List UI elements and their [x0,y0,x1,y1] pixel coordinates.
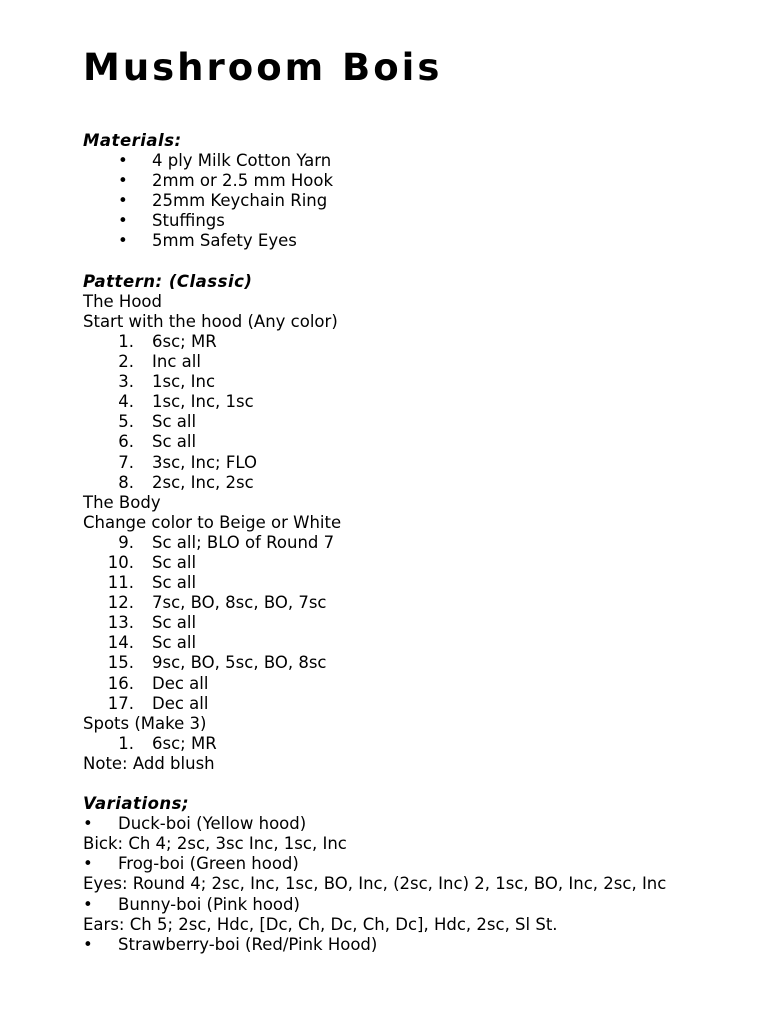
round-number: 15. [107,653,134,673]
document-body [83,131,723,955]
list-item [83,231,723,251]
bullet-icon: • [83,934,93,954]
round-text: Inc all [152,352,201,372]
round-number: 13. [107,613,134,633]
round-number: 6. [118,432,134,452]
round-text: Sc all [152,573,197,593]
variation-name: Duck-boi (Yellow hood) [118,814,307,834]
bullet-icon: • [118,231,128,251]
round-item [83,573,723,593]
round-item [83,473,723,493]
round-item [83,653,723,673]
variation-name: Bunny-boi (Pink hood) [118,894,300,914]
round-text: Sc all [152,633,197,653]
round-text: Sc all [152,552,197,572]
list-item-text: 5mm Safety Eyes [152,231,297,251]
round-text: Sc all [152,412,197,432]
round-item [83,352,723,372]
body-section-title: The Body [83,492,161,512]
round-text: Sc all [152,613,197,633]
list-item-text: 4 ply Milk Cotton Yarn [152,151,332,171]
round-text: 1sc, Inc [152,372,216,392]
round-number: 3. [118,372,134,392]
round-item [83,453,723,473]
pattern-heading: Pattern: (Classic) [83,271,253,291]
round-item [83,734,723,754]
document-title: Mushroom Bois [83,46,443,89]
list-item [83,191,723,211]
materials-heading: Materials: [83,131,182,150]
round-number: 8. [118,472,134,492]
hood-section-title: The Hood [83,291,163,311]
round-number: 11. [107,573,134,593]
round-text: 2sc, Inc, 2sc [152,472,254,492]
round-item [83,674,723,694]
bullet-icon: • [83,854,93,874]
round-item [83,533,723,553]
spots-rounds-list [83,734,723,754]
variation-item-bunny [83,895,723,915]
round-item [83,392,723,412]
round-item [83,432,723,452]
round-item [83,412,723,432]
spacer [83,774,723,794]
variation-name: Frog-boi (Green hood) [118,854,299,874]
list-item [83,151,723,171]
variation-detail-frog: Eyes: Round 4; 2sc, Inc, 1sc, BO, Inc, (2sc, Inc) 2, 1sc, BO, Inc, 2sc, Inc [83,874,667,894]
round-number: 1. [118,733,134,753]
variation-item-frog [83,854,723,874]
bullet-icon: • [118,191,128,211]
round-item [83,332,723,352]
round-item [83,633,723,653]
round-item [83,694,723,714]
materials-list [83,151,723,251]
round-text: Sc all [152,432,197,452]
list-item-text: 25mm Keychain Ring [152,191,328,211]
list-item [83,171,723,191]
bullet-icon: • [118,151,128,171]
bullet-icon: • [83,814,93,834]
round-text: 1sc, Inc, 1sc [152,392,254,412]
round-number: 10. [107,552,134,572]
round-number: 17. [107,693,134,713]
round-number: 7. [118,452,134,472]
list-item-text: Stuffings [152,211,225,231]
round-number: 16. [107,673,134,693]
round-item [83,553,723,573]
spots-section-title: Spots (Make 3) [83,713,207,733]
list-item [83,211,723,231]
round-number: 4. [118,392,134,412]
round-item [83,372,723,392]
round-text: Sc all; BLO of Round 7 [152,532,335,552]
round-text: 9sc, BO, 5sc, BO, 8sc [152,653,327,673]
variations-heading: Variations; [83,794,190,814]
hood-intro: Start with the hood (Any color) [83,311,338,331]
round-item [83,593,723,613]
round-item [83,613,723,633]
variation-item-duck [83,814,723,834]
bullet-icon: • [83,894,93,914]
round-text: Dec all [152,673,209,693]
round-text: Dec all [152,693,209,713]
variation-detail-bunny: Ears: Ch 5; 2sc, Hdc, [Dc, Ch, Dc, Ch, Dc], Hdc, 2sc, Sl St. [83,914,558,934]
list-item-text: 2mm or 2.5 mm Hook [152,171,334,191]
round-number: 14. [107,633,134,653]
body-rounds-list [83,533,723,714]
hood-rounds-list [83,332,723,493]
body-intro: Change color to Beige or White [83,512,342,532]
round-text: 6sc; MR [152,331,217,351]
round-number: 12. [107,593,134,613]
round-number: 2. [118,352,134,372]
variation-item-strawberry [83,935,723,955]
round-number: 9. [118,532,134,552]
variation-detail-duck: Bick: Ch 4; 2sc, 3sc Inc, 1sc, Inc [83,834,347,854]
round-text: 6sc; MR [152,733,217,753]
note-text: Note: Add blush [83,753,215,773]
variation-name: Strawberry-boi (Red/Pink Hood) [118,934,378,954]
round-text: 3sc, Inc; FLO [152,452,257,472]
spacer [83,252,723,272]
round-number: 5. [118,412,134,432]
bullet-icon: • [118,211,128,231]
bullet-icon: • [118,171,128,191]
round-text: 7sc, BO, 8sc, BO, 7sc [152,593,327,613]
round-number: 1. [118,331,134,351]
